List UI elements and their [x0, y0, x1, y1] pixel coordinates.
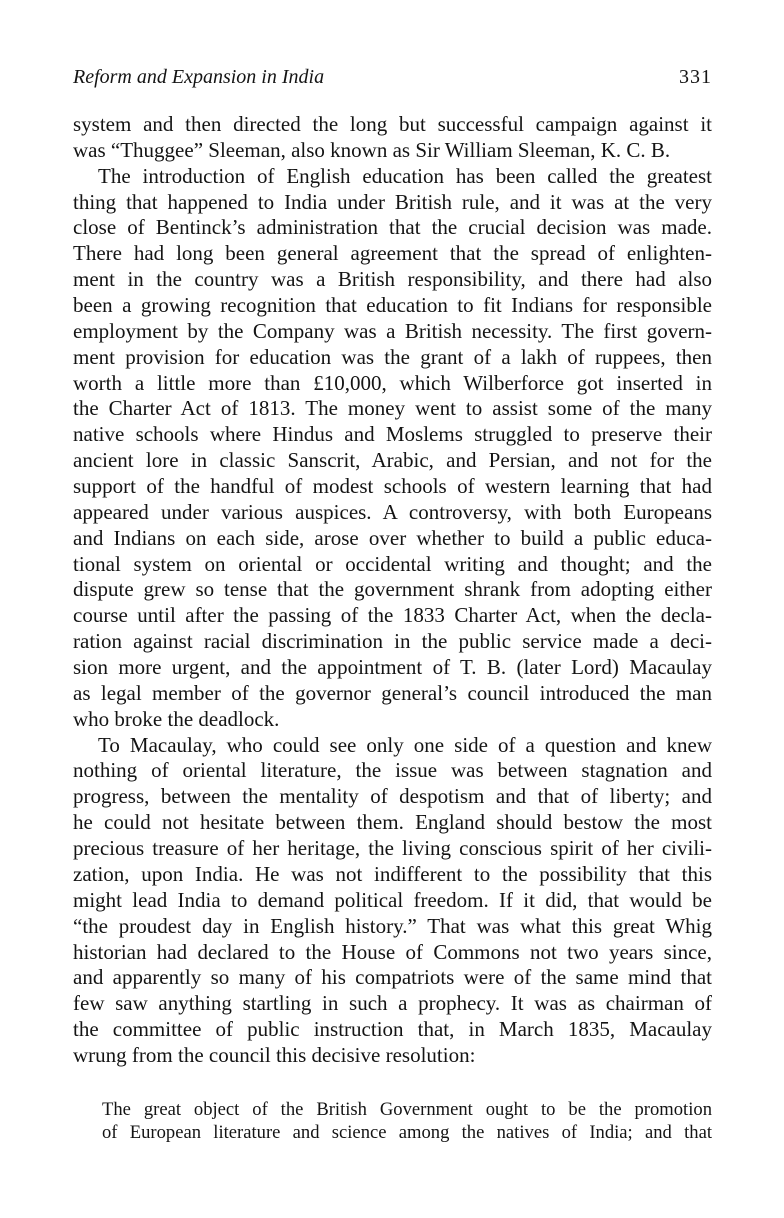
text-line: support of the handful of modest schools of western learning that had: [73, 474, 712, 499]
text-line: the Charter Act of 1813. The money went to assist some of the many: [73, 396, 712, 421]
text-line: few saw anything startling in such a prophecy. It was as chairman of: [73, 991, 712, 1016]
body-text: [73, 112, 712, 1069]
text-line: sion more urgent, and the appointment of T. B. (later Lord) Macaulay: [73, 655, 712, 680]
text-line: course until after the passing of the 1833 Charter Act, when the decla-: [73, 603, 712, 628]
text-line: the committee of public instruction that, in March 1835, Macaulay: [73, 1017, 712, 1042]
text-line: worth a little more than £10,000, which Wilberforce got inserted in: [73, 370, 712, 395]
text-line: close of Bentinck’s administration that the crucial decision was made.: [73, 215, 712, 240]
text-line: thing that happened to India under British rule, and it was at the very: [73, 189, 712, 214]
text-line: tional system on oriental or occidental writing and thought; and the: [73, 551, 712, 576]
running-header-title: Reform and Expansion in India: [73, 66, 325, 88]
text-line: who broke the deadlock.: [73, 706, 280, 731]
text-line: wrung from the council this decisive resolution:: [73, 1042, 476, 1067]
page-number: 331: [679, 66, 712, 88]
running-header: [73, 66, 712, 94]
text-line: been a growing recognition that education to fit Indians for responsible: [73, 293, 712, 318]
text-line: ment provision for education was the grant of a lakh of ruppees, then: [73, 344, 712, 369]
text-line: appeared under various auspices. A controversy, with both Europeans: [73, 499, 712, 524]
text-line: and apparently so many of his compatriots were of the same mind that: [73, 965, 712, 990]
text-line: progress, between the mentality of despotism and that of liberty; and: [73, 784, 712, 809]
text-line: “the proudest day in English history.” That was what this great Whig: [73, 913, 712, 938]
text-line: employment by the Company was a British necessity. The first govern-: [73, 318, 712, 343]
text-line: dispute grew so tense that the government shrank from adopting either: [73, 577, 712, 602]
text-line: ment in the country was a British responsibility, and there had also: [73, 267, 712, 292]
block-quote: [102, 1099, 712, 1144]
text-line: zation, upon India. He was not indifferent to the possibility that this: [73, 861, 712, 886]
text-line: There had long been general agreement that the spread of enlighten-: [73, 241, 712, 266]
quote-line: of European literature and science among the natives of India; and that: [102, 1121, 712, 1143]
quote-line: The great object of the British Government ought to be the promotion: [102, 1099, 712, 1120]
text-line: ancient lore in classic Sanscrit, Arabic, and Persian, and not for the: [73, 448, 712, 473]
text-line: as legal member of the governor general’s council introduced the man: [73, 680, 712, 705]
text-line: he could not hesitate between them. England should bestow the most: [73, 810, 712, 835]
text-line: system and then directed the long but successful campaign against it: [73, 112, 712, 136]
text-line: nothing of oriental literature, the issue was between stagnation and: [73, 758, 712, 783]
text-line: might lead India to demand political freedom. If it did, that would be: [73, 887, 712, 912]
text-line: was “Thuggee” Sleeman, also known as Sir William Sleeman, K. C. B.: [73, 137, 671, 162]
text-line: precious treasure of her heritage, the living conscious spirit of her civili-: [73, 836, 712, 861]
text-line: ration against racial discrimination in the public service made a deci-: [73, 629, 712, 654]
text-line: native schools where Hindus and Moslems struggled to preserve their: [73, 422, 712, 447]
text-line: and Indians on each side, arose over whether to build a public educa-: [73, 525, 712, 550]
text-line: historian had declared to the House of Commons not two years since,: [73, 939, 712, 964]
text-line: To Macaulay, who could see only one side of a question and knew: [98, 732, 712, 757]
text-line: The introduction of English education has been called the greatest: [98, 163, 712, 188]
